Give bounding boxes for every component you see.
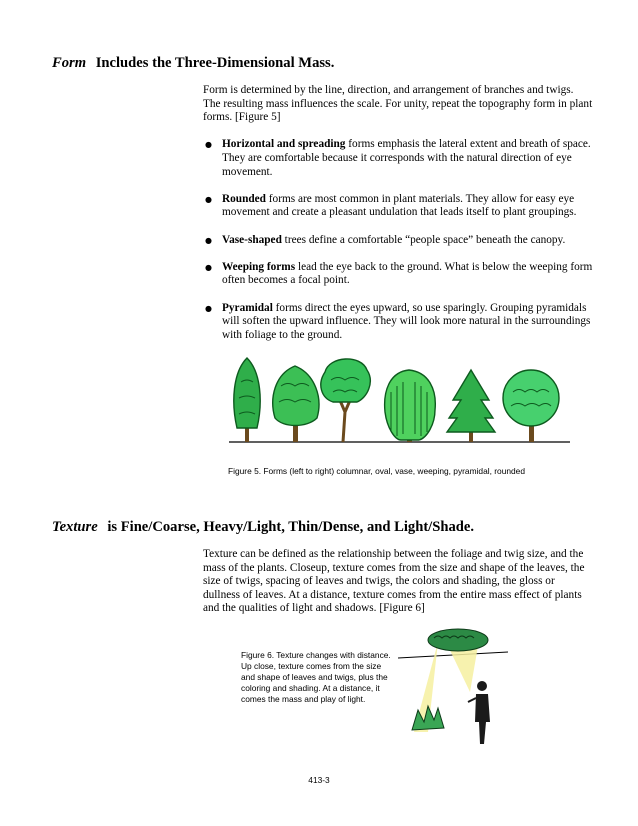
texture-heading-text: is Fine/Coarse, Heavy/Light, Thin/Dense, and Light/Shade. [107,519,475,535]
form-heading [52,55,334,72]
bullet-dot-icon: ● [205,262,212,272]
form-heading-term: Form [52,55,87,71]
bullet-dot-icon: ● [205,194,212,204]
bullet-text: forms emphasis the lateral extent and breath of space. They are comfortable because it corresponds with the natural direction of eye movement. [222,138,591,178]
texture-heading-term: Texture [52,519,98,535]
texture-intro-paragraph: Texture can be defined as the relationship between the foliage and twig size, and the mass of the plants. Closeup, texture comes from the size and shape of the leaves, the size of twigs, spacing of leaves and twigs, the colors and shading, the gloss or dullness of leaves. At a distance, texture comes from the entire mass effect of plants and the qualities of light and shadows. [Figure 6] [203,548,585,615]
bullet-text: forms direct the eyes upward, so use sparingly. Grouping pyramidals will soften the upward influence. They will look more natural in the surroundings with foliage to the ground. [222,301,591,341]
list-item [203,138,593,179]
bullet-term: Vase-shaped [222,233,282,246]
distant-tree-icon [428,629,488,651]
near-shrub-icon [412,706,444,730]
bullet-term: Rounded [222,192,266,205]
figure-5-tree-forms [225,352,580,457]
figure-6-texture-illustration [398,622,508,750]
oval-tree-icon [273,366,319,442]
bullet-text: forms are most common in plant materials. They allow for easy eye movement and create a pleasant undulation that leads itself to plant groupings. [222,192,577,219]
rounded-tree-icon [503,370,559,442]
list-item [203,302,593,343]
bullet-term: Horizontal and spreading [222,138,346,151]
bullet-dot-icon: ● [205,235,212,245]
list-item [203,261,593,288]
bullet-term: Weeping forms [222,260,296,273]
weeping-tree-icon [385,370,436,442]
page-number: 413-3 [308,775,330,785]
form-intro-paragraph: Form is determined by the line, direction, and arrangement of branches and twigs. The resulting mass influences the scale. For unity, repeat the topography form in plant forms. [Figure 5] [203,84,593,124]
texture-heading [52,519,474,536]
list-item [203,234,593,248]
bullet-term: Pyramidal [222,301,273,314]
bullet-dot-icon: ● [205,140,212,150]
bullet-text: trees define a comfortable “people space” beneath the canopy. [281,233,566,246]
figure-5-caption: Figure 5. Forms (left to right) columnar, oval, vase, weeping, pyramidal, rounded [228,466,525,476]
figure-6-caption: Figure 6. Texture changes with distance. Up close, texture comes from the size and shape of leaves and twigs, plus the coloring and shading. At a distance, it comes the mass and play of light. [241,650,391,704]
bullet-text: lead the eye back to the ground. What is below the weeping form often becomes a focal point. [222,260,593,287]
list-item [203,193,593,220]
bullet-dot-icon: ● [205,303,212,313]
pyramidal-tree-icon [447,370,495,442]
person-viewer-icon [468,681,490,744]
vase-tree-icon [321,359,370,442]
view-cone-far [448,646,478,692]
form-heading-text: Includes the Three-Dimensional Mass. [95,55,335,71]
columnar-tree-icon [234,358,260,442]
form-bullet-list [203,138,593,342]
form-body [203,84,593,356]
texture-body [203,548,593,616]
